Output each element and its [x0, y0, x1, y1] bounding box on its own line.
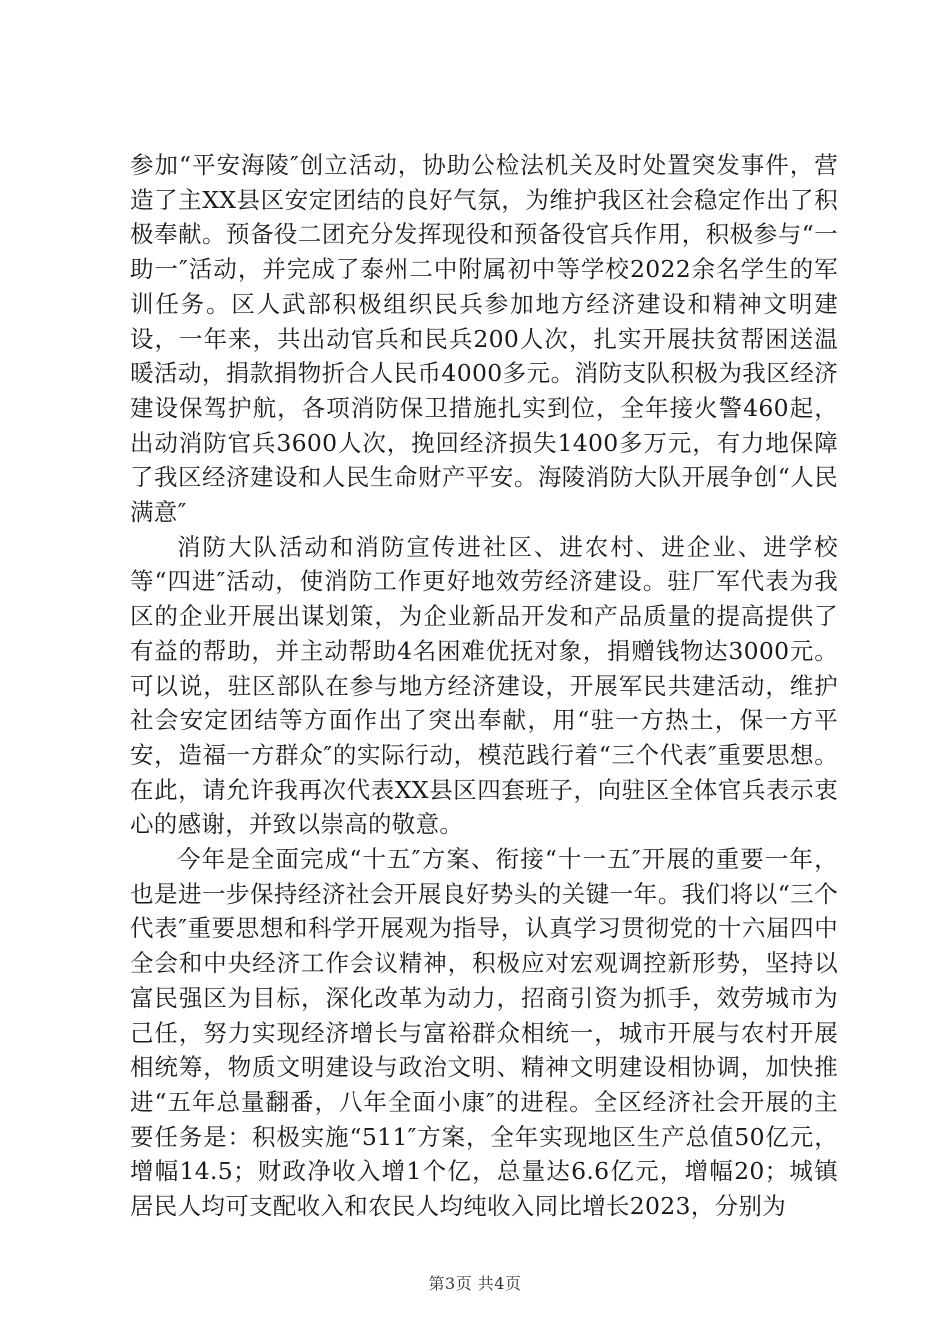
document-body: [130, 148, 838, 1224]
page-footer: [0, 1271, 950, 1294]
paragraph: 消防大队活动和消防宣传进社区、进农村、进企业、进学校等“四进″活动，使消防工作更好地效劳经济建设。驻厂军代表为我区的企业开展出谋划策，为企业新品开发和产品质量的提高提供了有益的帮助，并主动帮助4名困难优抚对象，捐赠钱物达3000元。可以说，驻区部队在参与地方经济建设，开展军民共建活动，维护社会安定团结等方面作出了突出奉献，用“驻一方热土，保一方平安，造福一方群众″的实际行动，模范践行着“三个代表″重要思想。在此，请允许我再次代表XX县区四套班子，向驻区全体官兵表示衷心的感谢，并致以崇高的敬意。: [130, 532, 838, 839]
paragraph: 参加“平安海陵″创立活动，协助公检法机关及时处置突发事件，营造了主XX县区安定团结的良好气氛，为维护我区社会稳定作出了积极奉献。预备役二团充分发挥现役和预备役官兵作用，积极参与“一助一″活动，并完成了泰州二中附属初中等学校2022余名学生的军训任务。区人武部积极组织民兵参加地方经济建设和精神文明建设，一年来，共出动官兵和民兵200人次，扎实开展扶贫帮困送温暖活动，捐款捐物折合人民币4000多元。消防支队积极为我区经济建设保驾护航，各项消防保卫措施扎实到位，全年接火警460起，出动消防官兵3600人次，挽回经济损失1400多万元，有力地保障了我区经济建设和人民生命财产平安。海陵消防大队开展争创“人民满意″: [130, 151, 838, 527]
paragraph: 今年是全面完成“十五″方案、衔接“十一五″开展的重要一年，也是进一步保持经济社会开展良好势头的关键一年。我们将以“三个代表″重要思想和科学开展观为指导，认真学习贯彻党的十六届四中全会和中央经济工作会议精神，积极应对宏观调控新形势，坚持以富民强区为目标，深化改革为动力，招商引资为抓手，效劳城市为己任，努力实现经济增长与富裕群众相统一，城市开展与农村开展相统筹，物质文明建设与政治文明、精神文明建设相协调，加快推进“五年总量翻番，八年全面小康″的进程。全区经济社会开展的主要任务是：积极实施“511″方案，全年实现地区生产总值50亿元，增幅14.5；财政净收入增1个亿，总量达6.6亿元，增幅20；城镇居民人均可支配收入和农民人均纯收入同比增长2023，分别为: [130, 845, 838, 1221]
page-number-label: 第3页 共4页: [428, 1274, 522, 1293]
